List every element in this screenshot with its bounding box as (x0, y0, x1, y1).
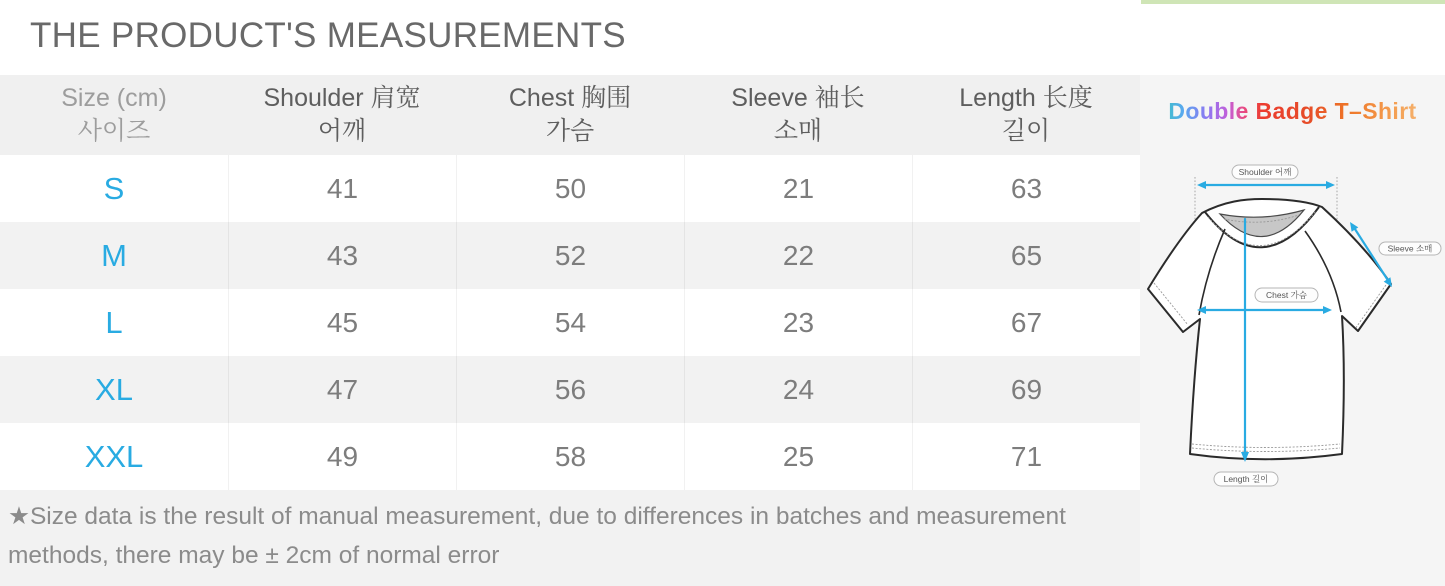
sleeve-cell-s: 21 (684, 155, 912, 222)
size-cell-xxl: XXL (84, 438, 144, 474)
measurement-note: ★Size data is the result of manual measurement, due to differences in batches and measurement methods, there may be ± 2cm of normal error (0, 490, 1140, 586)
shoulder-cell-xl: 47 (228, 356, 456, 423)
column-header-sleeve-line1: Sleeve 袖长 (731, 84, 865, 112)
chest-cell-l: 54 (456, 289, 684, 356)
size-table (0, 75, 1140, 490)
size-cell-m: M (101, 237, 127, 273)
tshirt-measurement-diagram (1145, 155, 1445, 500)
sleeve-cell-l: 23 (684, 289, 912, 356)
table-row-xl (0, 356, 1140, 423)
size-cell-l: L (105, 304, 123, 340)
shoulder-cell-m: 43 (228, 222, 456, 289)
table-row-l (0, 289, 1140, 356)
table-row-m (0, 222, 1140, 289)
column-header-shoulder-line1: Shoulder 肩宽 (263, 84, 421, 112)
length-cell-s: 63 (912, 155, 1140, 222)
chest-cell-m: 52 (456, 222, 684, 289)
sleeve-cell-xxl: 25 (684, 423, 912, 490)
length-cell-m: 65 (912, 222, 1140, 289)
shoulder-cell-l: 45 (228, 289, 456, 356)
column-header-length (912, 75, 1140, 155)
chest-label: Chest 가슴 (1266, 289, 1307, 300)
shoulder-arrowhead-right (1326, 181, 1335, 189)
chest-cell-xxl: 58 (456, 423, 684, 490)
length-label: Length 길이 (1223, 473, 1269, 484)
column-header-sleeve-line2: 소매 (773, 117, 823, 145)
sleeve-cell-xl: 24 (684, 356, 912, 423)
column-header-shoulder (228, 75, 456, 155)
chest-cell-s: 50 (456, 155, 684, 222)
column-header-size-line2: 사이즈 (77, 117, 151, 145)
length-cell-xxl: 71 (912, 423, 1140, 490)
column-header-sleeve (684, 75, 912, 155)
column-header-chest-line1: Chest 胸围 (508, 84, 632, 112)
length-cell-l: 67 (912, 289, 1140, 356)
table-header-row (0, 75, 1140, 155)
column-header-size-line1: Size (cm) (61, 84, 167, 112)
column-header-length-line1: Length 长度 (959, 84, 1093, 112)
shoulder-label: Shoulder 어깨 (1238, 166, 1292, 177)
sleeve-label: Sleeve 소매 (1387, 243, 1433, 254)
column-header-chest (456, 75, 684, 155)
size-cell-s: S (103, 170, 125, 206)
product-panel (1140, 75, 1445, 586)
shoulder-cell-xxl: 49 (228, 423, 456, 490)
column-header-size (0, 75, 228, 155)
column-header-chest-line2: 가슴 (545, 117, 595, 145)
column-header-shoulder-line2: 어깨 (317, 117, 367, 145)
size-cell-xl: XL (95, 371, 133, 407)
page-title: THE PRODUCT'S MEASUREMENTS (30, 16, 626, 55)
length-cell-xl: 69 (912, 356, 1140, 423)
chest-cell-xl: 56 (456, 356, 684, 423)
shoulder-arrowhead-left (1197, 181, 1206, 189)
table-row-s (0, 155, 1140, 222)
shoulder-cell-s: 41 (228, 155, 456, 222)
top-green-strip (1141, 0, 1445, 4)
product-name: Double Badge T–Shirt (1140, 98, 1445, 125)
sleeve-cell-m: 22 (684, 222, 912, 289)
table-row-xxl (0, 423, 1140, 490)
column-header-length-line2: 길이 (1001, 117, 1051, 145)
